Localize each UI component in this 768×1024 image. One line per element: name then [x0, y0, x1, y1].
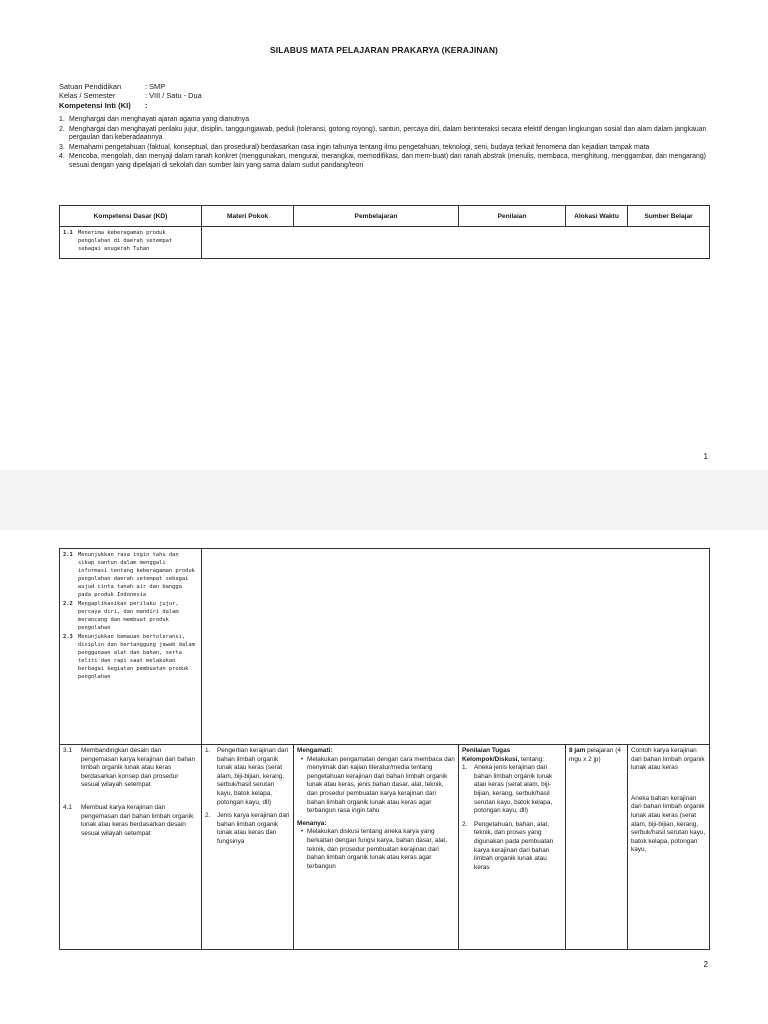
- header-materi: Materi Pokok: [202, 206, 294, 227]
- materi-text: Jenis karya kerajinan dari bahan limbah organik lunak atau keras dan fungsinya: [217, 812, 290, 845]
- ki-heading-label: Kompetensi Inti (KI): [59, 100, 131, 110]
- empty-cell: [202, 549, 710, 745]
- kd-text: Membuat karya kerajinan dan pengemasan dari bahan limbah organik lunak atau keras berdasarkan desain sesuai wilayah setempat: [81, 803, 194, 837]
- kd-number: 1.1: [63, 230, 73, 236]
- header-alokasi: Alokasi Waktu: [566, 206, 628, 227]
- kd-cell: [60, 745, 202, 950]
- menanya-text: Melakukan diskusi tentang aneka karya yang berkaitan dengan fungsi karya, bahan dasar, alat, teknik, dan prosedur pembuatan kerajinan dari bahan limbah organik lunak atau keras agar terbangun: [307, 828, 447, 870]
- sumber-item: Contoh karya kerajinan dari bahan limbah organik lunak atau keras: [631, 747, 705, 772]
- kd-number: 3.1: [63, 747, 72, 754]
- empty-cell: [202, 227, 710, 259]
- mengamati-text: Melakukan pengamatan dengan cara membaca dan menyimak dari kajian literatur/media tentang pengetahuan kerajinan dari bahan limbah organik lunak atau keras, jenis bahan dasar, alat, teknik, dan prosedur pembuatan karya kerajinan dari bahan limbah organik lunak atau keras agar terbangun rasa ingin tahu: [307, 755, 455, 815]
- ki-text: Mencoba, mengolah, dan menyaji dalam ranah konkret (menggunakan, mengurai, merangkai, memodifikasi, dan mem-buat) dan ranah abstrak (menulis, membaca, menghitung, menggambar, dan mengarang) sesuai dengan yang dipelajari di sekolah dan sumber lain yang sama dalam sudut pandang/teori: [69, 153, 706, 170]
- header-sumber: Sumber Belajar: [628, 206, 710, 227]
- page-number-2: 2: [703, 960, 708, 969]
- page-gap: [0, 470, 768, 530]
- table-row: [60, 549, 710, 745]
- penilaian-label-suffix: tentang:: [519, 755, 545, 763]
- penilaian-text: Pengetahuan, bahan, alat, teknik, dan proses yang digunakan pada pembuatan karya kerajinan dari bahan limbah organik lunak atau keras: [474, 820, 554, 871]
- menanya-label: Menanya:: [297, 819, 327, 827]
- penilaian-text: Aneka jenis kerajinan dari bahan limbah organik lunak atau keras (serat alam, biji-bijian, kerang, serbuk/hasil serutan kayu, batok kelapa, potongan kayu, dll): [474, 764, 553, 815]
- meta-kelas: [59, 91, 202, 100]
- document-title: SILABUS MATA PELAJARAN PRAKARYA (KERAJINAN): [270, 45, 498, 55]
- ki-item: [59, 126, 709, 144]
- ki-text: Menghargai dan menghayati ajaran agama yang dianutnya: [69, 116, 250, 123]
- kd-text: Menunjukkan kemauan bertoleransi, disiplin dan bertanggung jawab dalam penggunaan alat dan bahan, serta teliti dan rapi saat melakukan berbagai kegiatan pembuatan produk pengolahan: [78, 634, 195, 680]
- page-1: [0, 0, 768, 470]
- syllabus-table-page-1: [59, 205, 710, 259]
- penilaian-item: [462, 764, 562, 816]
- sumber-cell: [628, 745, 710, 950]
- menanya-item: [297, 828, 455, 871]
- kd-item: [63, 229, 198, 253]
- ki-item: [59, 153, 709, 171]
- document-meta: [59, 82, 202, 110]
- materi-cell: [202, 745, 294, 950]
- ki-text: Menghargai dan menghayati perilaku jujur, disiplin, tanggungjawab, peduli (toleransi, gotong royong), santun, percaya diri, dalam berinteraksi secara efektif dengan lingkungan sosial dan alam dalam jangkauan pergaulan dan keberadaannya: [69, 125, 707, 142]
- ki-list: [59, 116, 709, 172]
- mengamati-label: Mengamati:: [297, 747, 333, 754]
- kd-text: Menunjukkan rasa ingin tahu dan sikap santun dalam menggali informasi tentang keberagaman produk pengolahan daerah setempat sebagai wujud cinta tanah air dan bangga pada produk Indonesia: [78, 552, 195, 598]
- header-penilaian: Penilaian: [459, 206, 566, 227]
- kd-text: Mengaplikasikan perilaku jujur, percaya diri, dan mandiri dalam merancang dan membuat produk pengolahan: [78, 601, 179, 631]
- kd-number: 2.3: [63, 634, 73, 640]
- meta-satuan-value: : SMP: [145, 82, 166, 91]
- meta-satuan: [59, 82, 202, 91]
- header-pembelajaran: Pembelajaran: [294, 206, 459, 227]
- pembelajaran-cell: [294, 745, 459, 950]
- ki-heading: [59, 101, 202, 110]
- kd-number: 2.2: [63, 601, 73, 607]
- ki-number: 1.: [59, 116, 65, 123]
- kd-cell: [60, 549, 202, 745]
- meta-kelas-label: Kelas / Semester: [59, 91, 116, 101]
- header-kd: Kompetensi Dasar (KD): [60, 206, 202, 227]
- table-row: [60, 745, 710, 950]
- penilaian-item: [462, 821, 562, 873]
- ki-item: [59, 144, 709, 153]
- alokasi-text: [569, 747, 624, 764]
- ki-item: [59, 116, 709, 125]
- kd-item: [63, 600, 198, 632]
- penilaian-label-bold: Penilaian Tugas Kelompok/Diskusi,: [462, 747, 520, 763]
- materi-number: 2.: [205, 812, 211, 820]
- alokasi-detail: pelajaran (4 mgu x 2 jp): [569, 747, 621, 763]
- penilaian-label: [462, 747, 562, 764]
- ki-number: 2.: [59, 125, 65, 133]
- ki-heading-colon: :: [145, 100, 148, 110]
- kd-item: [63, 633, 198, 681]
- ki-text: Memahami pengetahuan (faktual, konseptual, dan prosedural) berdasarkan rasa ingin tahunya tentang ilmu pengetahuan, teknologi, seni, budaya terkait fenomena dan kejadian tampak mata: [69, 143, 650, 151]
- page-number-1: 1: [703, 452, 708, 461]
- penilaian-number: 2.: [462, 820, 468, 828]
- penilaian-cell: [459, 745, 566, 950]
- alokasi-hours: 8 jam: [569, 747, 586, 754]
- ki-number: 4.: [59, 153, 65, 161]
- materi-item: [205, 747, 290, 807]
- kd-item: [63, 747, 198, 790]
- syllabus-table-page-2: [59, 548, 710, 950]
- kd-text: Membandingkan desain dan pengemasan karya kerajinan dari bahan limbah organik lunak atau keras berdasarkan konsep dan prosedur sesuai wilayah setempat: [81, 747, 196, 789]
- materi-text: Pengertian kerajinan dari bahan limbah organik lunak atau keras (serat alam, biji-bijian, kerang, serbuk/hasil serutan kayu, batok kelapa, potongan kayu, dll): [217, 747, 289, 806]
- penilaian-number: 1.: [462, 764, 468, 772]
- kd-item: [63, 551, 198, 599]
- meta-satuan-label: Satuan Pendidikan: [59, 82, 122, 91]
- ki-number: 3.: [59, 143, 65, 151]
- table-header-row: [60, 206, 710, 227]
- materi-number: 1.: [205, 747, 211, 754]
- meta-kelas-value: : VIII / Satu - Dua: [145, 91, 202, 101]
- bullet-icon: •: [300, 828, 304, 836]
- kd-cell: [60, 227, 202, 259]
- sumber-item: Aneka bahan kerajinan dari bahan limbah organik lunak atau keras (serat alam, biji-bijian, kerang, serbuk/hasil serutan kayu, batok kelapa, potongan kayu,: [631, 794, 706, 854]
- kd-number: 4.1: [63, 803, 72, 811]
- materi-item: [205, 812, 290, 846]
- mengamati-item: [297, 756, 455, 816]
- kd-number: 2.1: [63, 552, 73, 558]
- kd-item: [63, 804, 198, 838]
- table-row: [60, 227, 710, 259]
- bullet-icon: •: [300, 755, 304, 763]
- kd-text: Menerima keberagaman produk pengolahan di daerah setempat sebagai anugerah Tuhan: [78, 230, 173, 252]
- alokasi-cell: [566, 745, 628, 950]
